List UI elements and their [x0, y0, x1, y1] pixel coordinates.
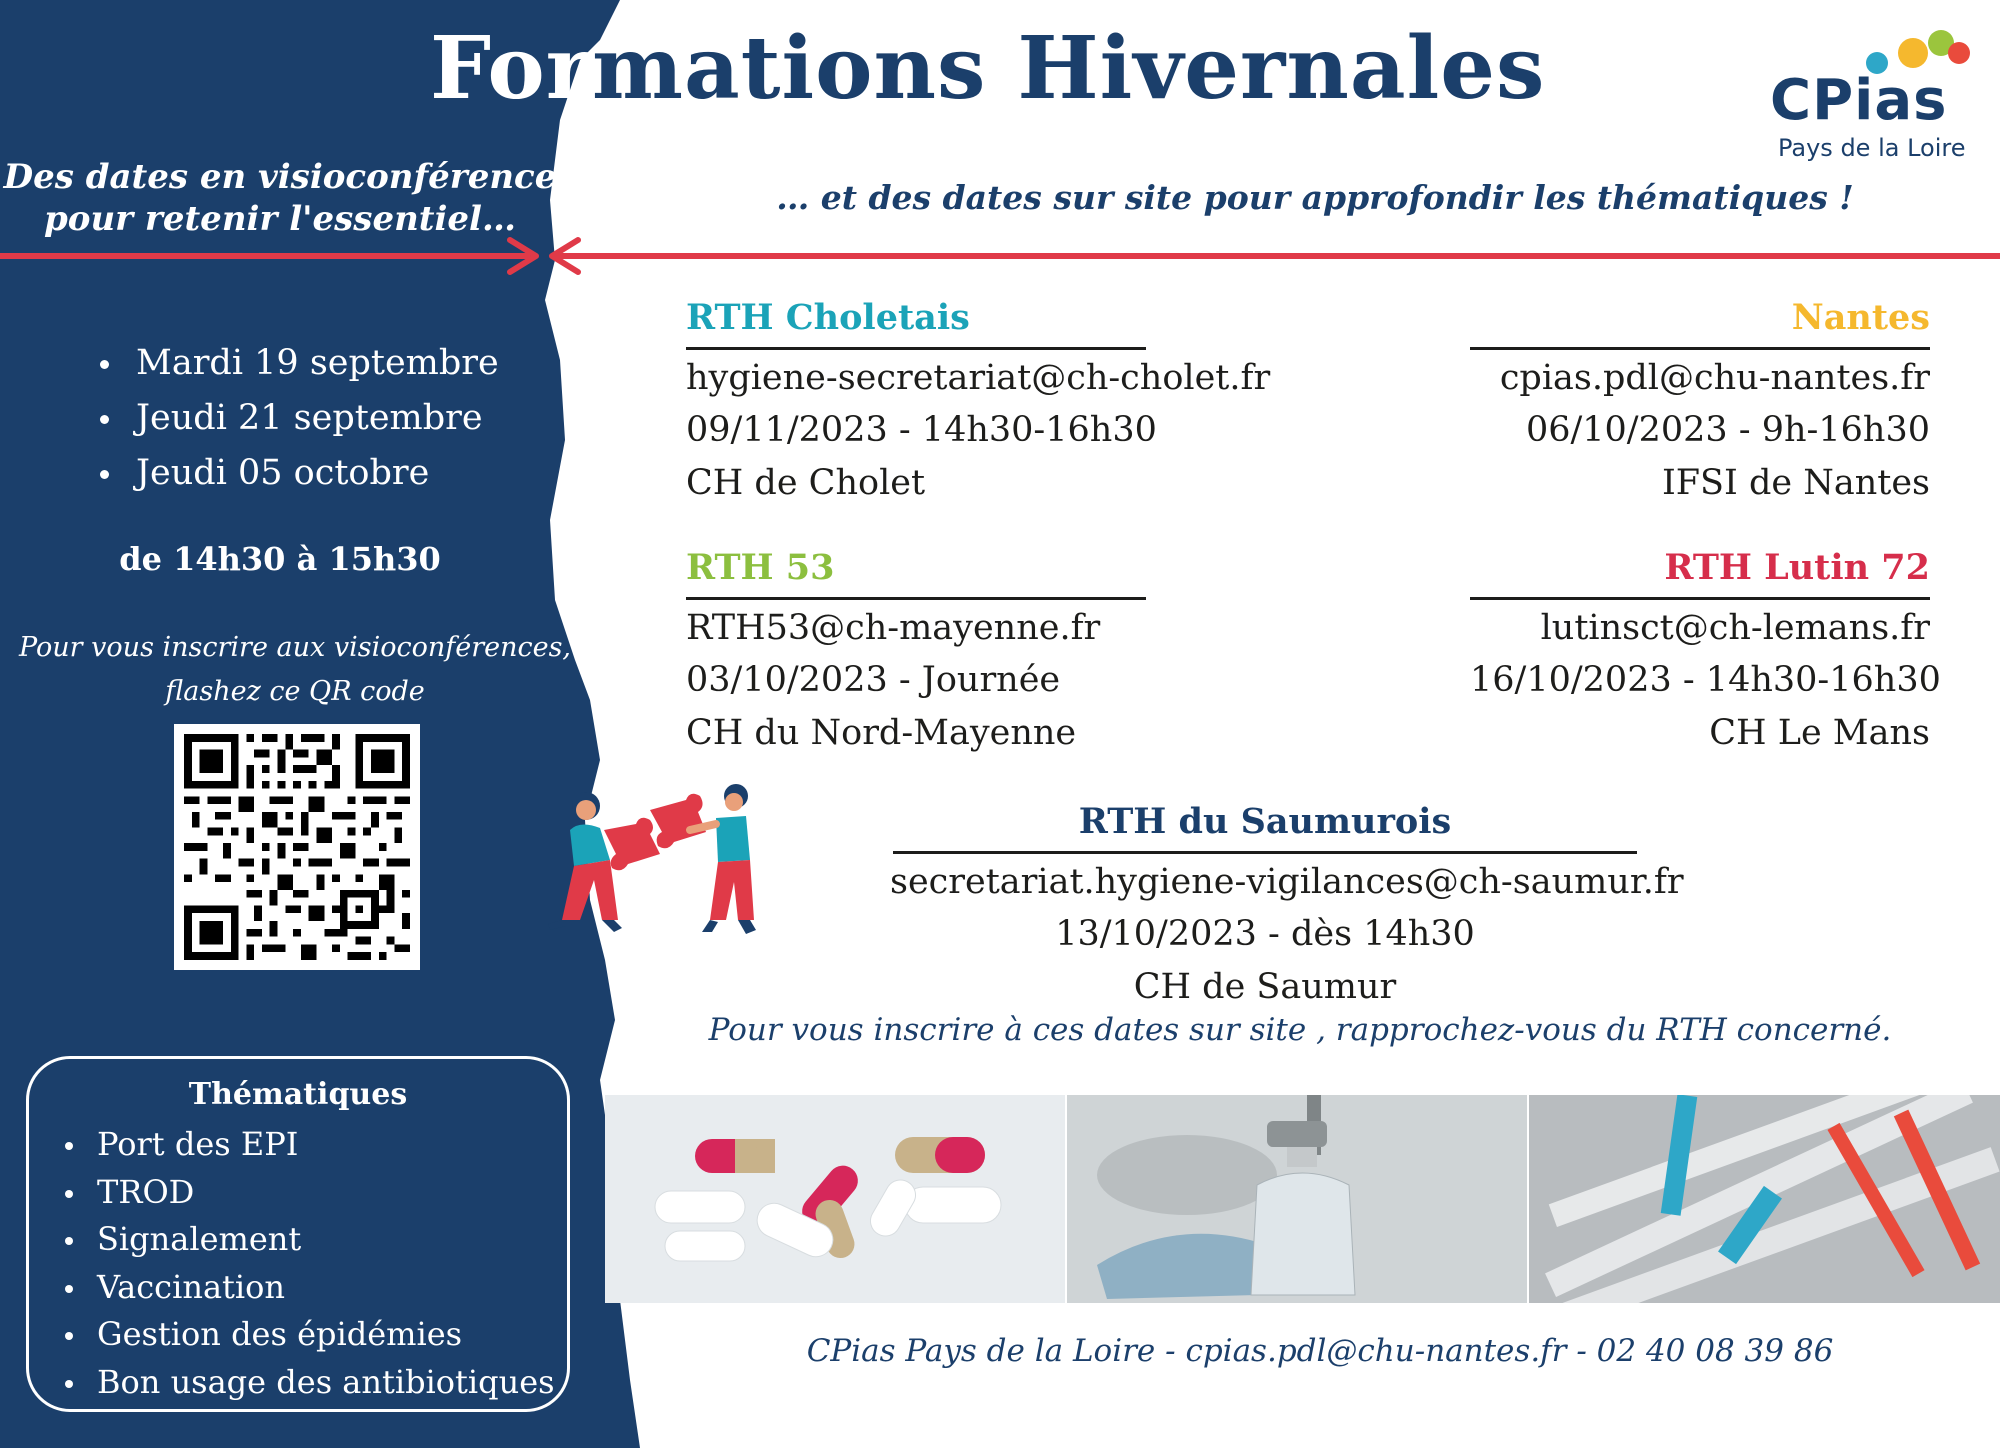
site-email[interactable]: hygiene-secretariat@ch-cholet.fr — [686, 357, 1271, 398]
site-place: CH du Nord-Mayenne — [686, 712, 1077, 753]
cpias-logo — [1770, 30, 1970, 170]
site-name: RTH 53 — [686, 547, 835, 588]
site-divider — [1470, 347, 1930, 350]
visio-dates-list — [100, 336, 499, 501]
visio-subtitle: Des dates en visioconférence pour retenir l'essentiel… — [3, 157, 557, 239]
theme-item: Vaccination — [65, 1264, 555, 1312]
themes-box — [26, 1056, 570, 1412]
footer-contact: CPias Pays de la Loire - cpias.pdl@chu-nantes.fr - 02 40 08 39 86 — [806, 1333, 1834, 1369]
themes-list — [65, 1121, 555, 1406]
site-card-nantes — [1470, 292, 1930, 509]
visio-date-item: Mardi 19 septembre — [100, 336, 499, 391]
site-place: CH de Cholet — [686, 462, 926, 503]
site-card-saumurois — [890, 796, 1684, 1013]
visio-date-item: Jeudi 21 septembre — [100, 391, 499, 446]
site-divider — [1470, 597, 1930, 600]
visio-inscription-text: Pour vous inscrire aux visioconférences, flashez ce QR code — [18, 632, 572, 707]
hand-sanitizer-photo — [1067, 1095, 1527, 1303]
themes-title: Thématiques — [188, 1077, 408, 1112]
theme-item: Gestion des épidémies — [65, 1311, 555, 1359]
site-date: 06/10/2023 - 9h-16h30 — [1525, 410, 1930, 450]
site-card-rth53 — [686, 542, 1146, 759]
logo-region: Pays de la Loire — [1778, 134, 1966, 162]
site-divider — [686, 597, 1146, 600]
page-title: Formations Hivernales — [430, 18, 1546, 119]
site-card-cholet — [686, 292, 1271, 509]
site-email[interactable]: secretariat.hygiene-vigilances@ch-saumur.fr — [890, 861, 1684, 902]
site-date: 09/11/2023 - 14h30-16h30 — [686, 410, 1157, 450]
site-name: Nantes — [1791, 297, 1930, 338]
visio-hours: de 14h30 à 15h30 — [119, 540, 441, 578]
site-date: 13/10/2023 - dès 14h30 — [1055, 914, 1475, 954]
onsite-inscription-text: Pour vous inscrire à ces dates sur site , rapprochez-vous du RTH concerné. — [708, 1012, 1892, 1048]
site-card-lutin72 — [1470, 542, 1941, 759]
site-email[interactable]: RTH53@ch-mayenne.fr — [686, 607, 1101, 648]
theme-item: Bon usage des antibiotiques — [65, 1359, 555, 1407]
theme-item: TROD — [65, 1169, 555, 1217]
theme-item: Signalement — [65, 1216, 555, 1264]
site-divider — [893, 851, 1637, 854]
pills-photo — [605, 1095, 1065, 1303]
site-place: CH de Saumur — [1133, 966, 1397, 1007]
logo-name: CPias — [1770, 68, 1948, 133]
photo-strip — [605, 1095, 2000, 1303]
logo-dot-yellow — [1898, 38, 1928, 68]
site-email[interactable]: cpias.pdl@chu-nantes.fr — [1499, 357, 1930, 398]
site-email[interactable]: lutinsct@ch-lemans.fr — [1540, 607, 1930, 648]
site-name: RTH Lutin 72 — [1664, 547, 1930, 588]
site-date: 03/10/2023 - Journée — [686, 660, 1061, 700]
puzzle-illustration — [510, 770, 780, 970]
visio-date-item: Jeudi 05 octobre — [100, 446, 499, 501]
theme-item: Port des EPI — [65, 1121, 555, 1169]
site-divider — [686, 347, 1146, 350]
test-tubes-photo — [1529, 1095, 2000, 1303]
site-name: RTH Choletais — [686, 297, 970, 338]
site-place: IFSI de Nantes — [1661, 462, 1930, 503]
qr-code[interactable] — [174, 724, 420, 970]
site-name: RTH du Saumurois — [1078, 801, 1452, 842]
divider-arrows — [0, 230, 2000, 290]
site-date: 16/10/2023 - 14h30-16h30 — [1470, 660, 1941, 700]
site-place: CH Le Mans — [1709, 712, 1930, 753]
onsite-subtitle: … et des dates sur site pour approfondir les thématiques ! — [776, 178, 1854, 217]
logo-dot-red — [1948, 42, 1970, 64]
